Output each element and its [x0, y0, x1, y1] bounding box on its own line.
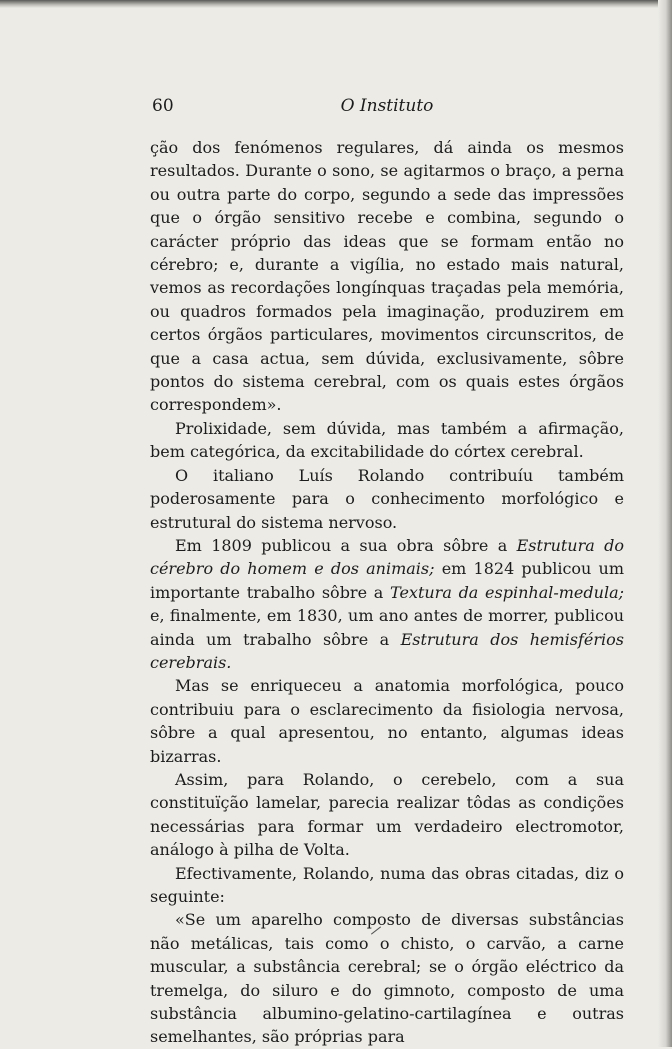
page-number: 60: [152, 96, 174, 116]
running-header: [152, 96, 622, 122]
paragraph: [150, 534, 624, 674]
paragraph: [150, 862, 624, 909]
text-span: ção dos fenómenos regulares, dá ainda os mesmos resultados. Durante o sono, se agitarmos o braço, a perna ou outra parte do corpo, segundo a sede das impressões que o órgão sensitivo recebe e combina, segundo o carácter próprio das ideas que se formam então no cérebro; e, durante a vigília, no estado mais natural, vemos as recordações longínquas traçadas pela memória, ou quadros formados pela imaginação, produzirem em certos órgãos particulares, movimentos circunscritos, de que a casa actua, sem dúvida, exclusivamente, sôbre pontos do sistema cerebral, com os quais estes órgãos correspondem».: [150, 138, 624, 415]
paragraph: [150, 674, 624, 768]
paragraph: [150, 136, 624, 417]
running-title: O Instituto: [340, 96, 434, 116]
text-span: Mas se enriqueceu a anatomia morfológica, pouco contribuiu para o esclarecimento da fisiologia nervosa, sôbre a qual apresentou, no entanto, algumas ideas bizarras.: [150, 676, 624, 766]
paragraph: [150, 417, 624, 464]
text-span: e, finalmente, em 1830, um ano antes de morrer, publicou ainda um trabalho sôbre a: [150, 606, 624, 649]
text-span: Assim, para Rolando, o cerebelo, com a sua constituïção lamelar, parecia realizar tôdas as condições necessárias para formar um verdadeiro electromotor, análogo à pilha de Volta.: [150, 769, 624, 860]
text-span: Em 1809 publicou a sua obra sôbre a: [175, 535, 517, 555]
text-span: Prolixidade, sem dúvida, mas também a afirmação, bem categórica, da excitabilidade do córtex cerebral.: [150, 418, 624, 462]
italic-title-span: Textura da espinhal-medula;: [390, 582, 624, 602]
text-span: O italiano Luís Rolando contribuíu também poderosamente para o conhecimento morfológico e estrutural do sistema nervoso.: [150, 465, 624, 532]
body-text: [150, 136, 624, 1049]
paragraph: [150, 464, 624, 534]
text-span: em 1824 publicou um importante trabalho sôbre a: [150, 559, 624, 602]
paragraph: [150, 908, 624, 1048]
paragraph: [150, 768, 624, 862]
page-top-edge: [0, 0, 672, 8]
text-span: Efectivamente, Rolando, numa das obras citadas, diz o seguinte:: [150, 863, 624, 906]
italic-title-span: Estrutura dos hemisférios cerebrais.: [150, 629, 624, 672]
italic-title-span: Estrutura do cérebro do homem e dos animais;: [150, 535, 625, 579]
text-span: «Se um aparelho composto de diversas substâncias não metálicas, tais como o chisto, o carvão, a carne muscular, a substância cerebral; se o órgão eléctrico da tremelga, do siluro e do gimnoto, composto de uma substância albumino-gelatino-cartilagínea e outras semelhantes, são próprias para: [150, 910, 624, 1047]
page-right-edge: [658, 0, 672, 1047]
